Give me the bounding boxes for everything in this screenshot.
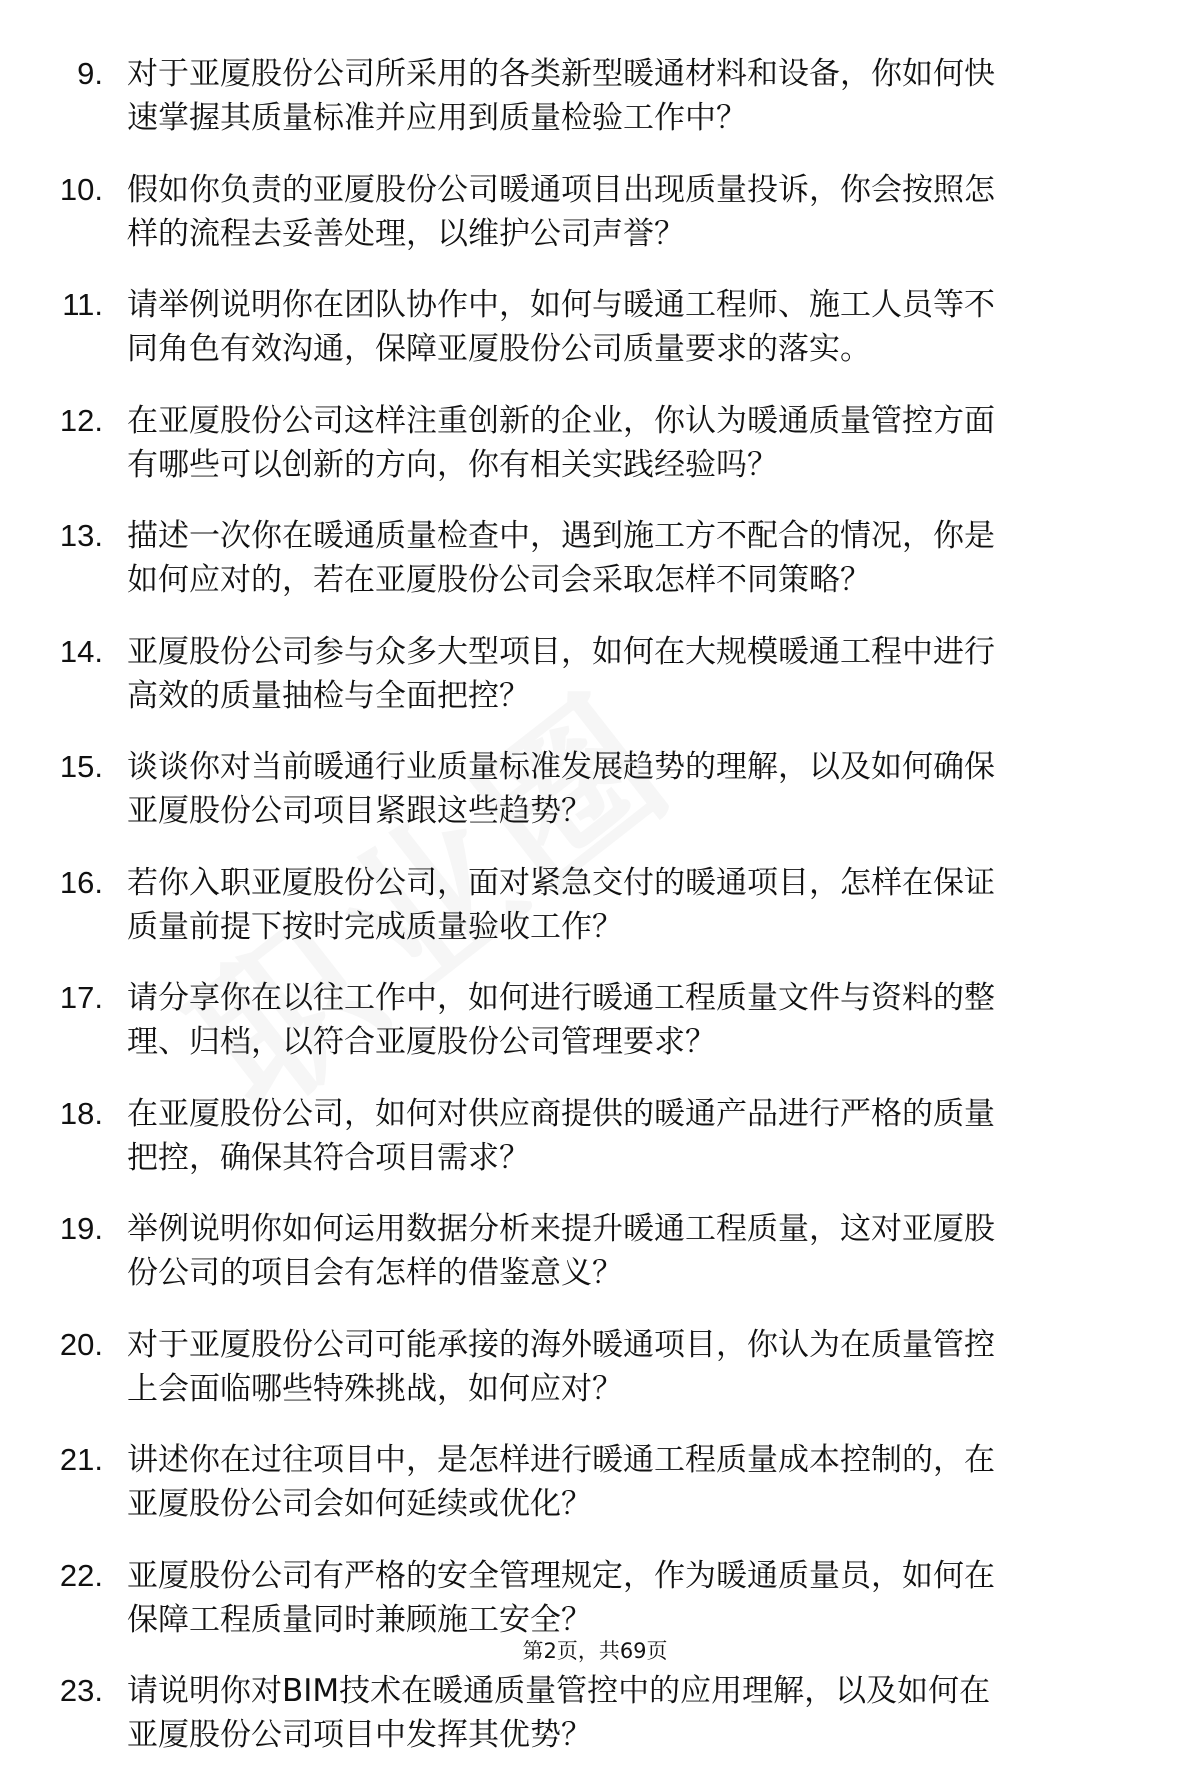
question-item xyxy=(0,1323,1190,1439)
question-number: 15. xyxy=(59,749,103,784)
question-text xyxy=(127,514,1117,602)
question-text xyxy=(127,745,1117,833)
question-item xyxy=(0,630,1190,746)
question-text-line: 如何应对的，若在亚厦股份公司会采取怎样不同策略？ xyxy=(127,562,871,598)
question-text-line: 在亚厦股份公司，如何对供应商提供的暖通产品进行严格的质量 xyxy=(127,1095,995,1132)
question-text xyxy=(127,168,1117,256)
question-number: 17. xyxy=(59,980,103,1015)
question-text-line: 若你入职亚厦股份公司，面对紧急交付的暖通项目，怎样在保证 xyxy=(127,864,995,901)
question-number: 13. xyxy=(59,518,103,553)
question-text-line: 对于亚厦股份公司所采用的各类新型暖通材料和设备，你如何快 xyxy=(127,56,995,92)
question-number: 23. xyxy=(59,1673,103,1708)
question-number: 18. xyxy=(59,1095,103,1131)
question-number: 21. xyxy=(59,1442,103,1477)
question-text xyxy=(127,1323,1117,1411)
question-item xyxy=(0,1438,1190,1554)
question-text xyxy=(127,630,1117,718)
question-text-line: 保障工程质量同时兼顾施工安全？ xyxy=(127,1601,592,1638)
question-text-line: 样的流程去妥善处理，以维护公司声誉？ xyxy=(127,215,685,252)
question-text-line: 份公司的项目会有怎样的借鉴意义？ xyxy=(127,1255,623,1291)
question-text xyxy=(127,861,1117,949)
question-text xyxy=(127,1554,1117,1642)
question-text-line: 有哪些可以创新的方向，你有相关实践经验吗？ xyxy=(127,446,778,483)
question-text-line: 质量前提下按时完成质量验收工作？ xyxy=(127,908,623,945)
question-text-line: 在亚厦股份公司这样注重创新的企业，你认为暖通质量管控方面 xyxy=(127,402,995,439)
question-list xyxy=(0,52,1190,1785)
question-item xyxy=(0,1092,1190,1208)
question-text-line: 对于亚厦股份公司可能承接的海外暖通项目，你认为在质量管控 xyxy=(127,1326,995,1363)
question-item xyxy=(0,399,1190,515)
question-text-line: 亚厦股份公司参与众多大型项目，如何在大规模暖通工程中进行 xyxy=(127,633,995,670)
question-text-line: 理、归档，以符合亚厦股份公司管理要求？ xyxy=(127,1024,716,1060)
question-text-line: 谈谈你对当前暖通行业质量标准发展趋势的理解，以及如何确保 xyxy=(127,749,995,785)
question-item xyxy=(0,283,1190,399)
question-number: 20. xyxy=(59,1326,103,1362)
question-text-line: 讲述你在过往项目中，是怎样进行暖通工程质量成本控制的，在 xyxy=(127,1442,995,1478)
question-text-line: 亚厦股份公司有严格的安全管理规定，作为暖通质量员，如何在 xyxy=(127,1557,995,1594)
question-item xyxy=(0,1669,1190,1785)
question-text-line: 请说明你对BIM技术在暖通质量管控中的应用理解，以及如何在 xyxy=(127,1673,991,1709)
question-text xyxy=(127,976,1117,1064)
question-number: 22. xyxy=(59,1557,103,1593)
question-number: 12. xyxy=(59,402,103,438)
question-text-line: 请举例说明你在团队协作中，如何与暖通工程师、施工人员等不 xyxy=(127,287,995,323)
question-text xyxy=(127,283,1117,371)
question-item xyxy=(0,861,1190,977)
question-item xyxy=(0,52,1190,168)
question-number: 16. xyxy=(59,864,103,900)
question-number: 11. xyxy=(62,287,103,322)
page-number: 第2页，共69页 xyxy=(522,1639,668,1663)
question-item xyxy=(0,514,1190,630)
question-item xyxy=(0,976,1190,1092)
question-text xyxy=(127,1207,1117,1295)
question-text xyxy=(127,1669,1117,1757)
question-item xyxy=(0,1207,1190,1323)
question-text xyxy=(127,1438,1117,1526)
question-text-line: 描述一次你在暖通质量检查中，遇到施工方不配合的情况，你是 xyxy=(127,518,995,554)
question-text-line: 同角色有效沟通，保障亚厦股份公司质量要求的落实。 xyxy=(127,331,871,367)
question-number: 14. xyxy=(59,633,103,669)
question-text xyxy=(127,52,1117,140)
question-text-line: 把控，确保其符合项目需求？ xyxy=(127,1139,530,1176)
question-text-line: 上会面临哪些特殊挑战，如何应对？ xyxy=(127,1370,623,1407)
question-text-line: 高效的质量抽检与全面把控？ xyxy=(127,677,530,714)
question-number: 19. xyxy=(59,1211,103,1246)
question-item xyxy=(0,168,1190,284)
question-text-line: 举例说明你如何运用数据分析来提升暖通工程质量，这对亚厦股 xyxy=(127,1211,995,1247)
question-text-line: 假如你负责的亚厦股份公司暖通项目出现质量投诉，你会按照怎 xyxy=(127,171,995,208)
question-text-line: 请分享你在以往工作中，如何进行暖通工程质量文件与资料的整 xyxy=(127,980,995,1016)
question-text-line: 亚厦股份公司会如何延续或优化？ xyxy=(127,1486,592,1522)
question-text xyxy=(127,399,1117,487)
question-item xyxy=(0,745,1190,861)
question-text-line: 速掌握其质量标准并应用到质量检验工作中？ xyxy=(127,100,747,136)
question-number: 9. xyxy=(77,56,103,91)
question-text xyxy=(127,1092,1117,1180)
question-number: 10. xyxy=(59,171,103,207)
question-text-line: 亚厦股份公司项目紧跟这些趋势？ xyxy=(127,793,592,829)
question-text-line: 亚厦股份公司项目中发挥其优势？ xyxy=(127,1717,592,1753)
